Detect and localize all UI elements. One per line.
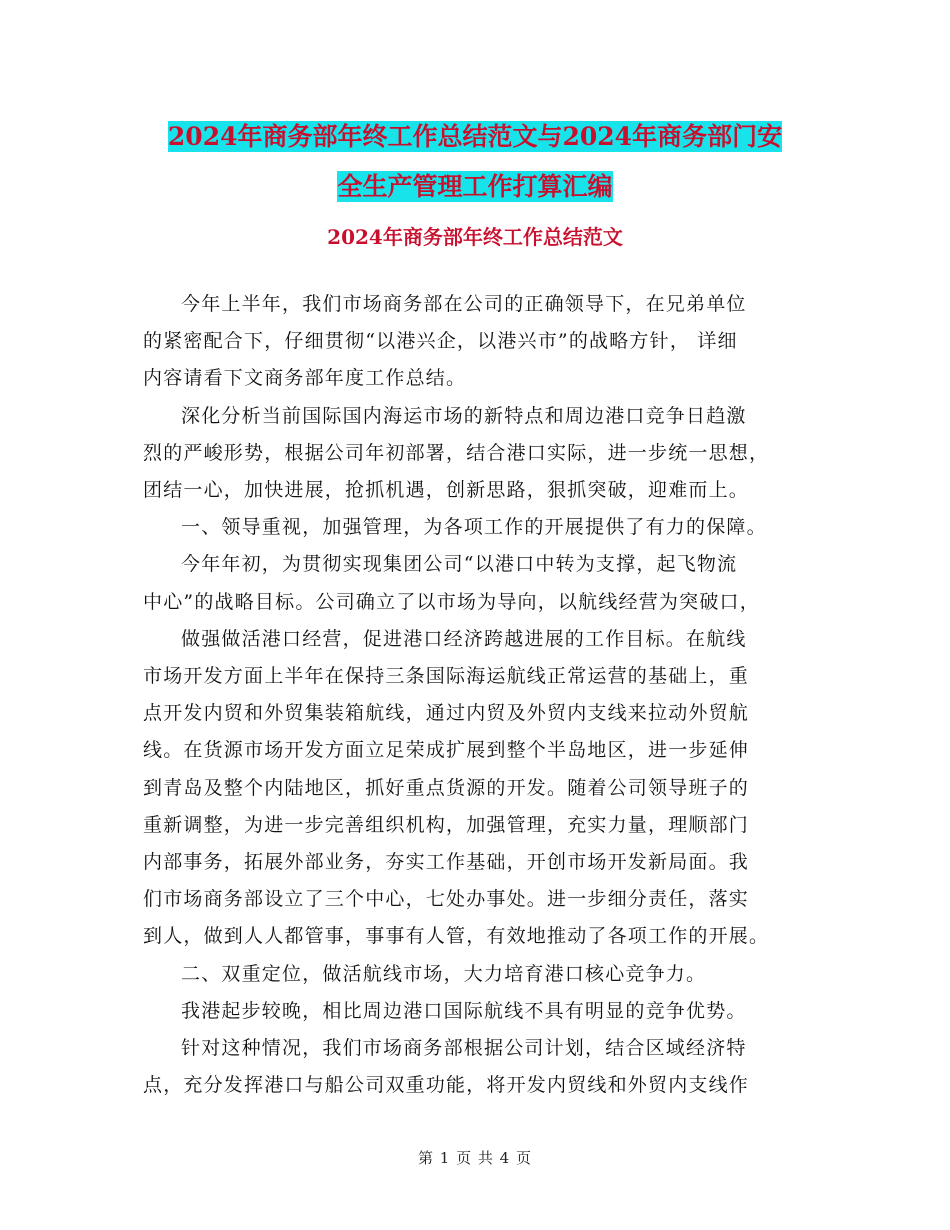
paragraph-line: 今年上半年，我们市场商务部在公司的正确领导下，在兄弟单位 — [181, 293, 747, 315]
paragraph-line: 我港起步较晚，相比周边港口国际航线不具有明显的竞争优势。 — [181, 999, 747, 1022]
paragraph-line: 针对这种情况，我们市场商务部根据公司计划，结合区域经济特 — [181, 1037, 747, 1060]
page-footer: 第 1 页 共 4 页 — [418, 1149, 532, 1167]
section-title: 2024年商务部年终工作总结范文 — [327, 225, 623, 249]
paragraph-line: 今年年初，为贯彻实现集团公司“以港口中转为支撑，起飞物流 — [181, 553, 738, 576]
paragraph-line: 做强做活港口经营，促进港口经济跨越进展的工作目标。在航线 — [181, 627, 747, 650]
paragraph-line: 点，充分发挥港口与船公司双重功能，将开发内贸线和外贸内支线作 — [143, 1074, 750, 1097]
paragraph-line: 线。在货源市场开发方面立足荣成扩展到整个半岛地区，进一步延伸 — [143, 739, 750, 762]
paragraph-line: 团结一心，加快进展，抢抓机遇，创新思路，狠抓突破，迎难而上。 — [143, 479, 750, 502]
paragraph-line: 重新调整，为进一步完善组织机构，加强管理，充实力量，理顺部门 — [143, 813, 750, 836]
paragraph-line: 二、双重定位，做活航线市场，大力培育港口核心竞争力。 — [181, 962, 707, 985]
paragraph-line: 市场开发方面上半年在保持三条国际海运航线正常运营的基础上，重 — [143, 665, 750, 688]
body-text — [143, 286, 811, 1104]
paragraph-line: 中心”的战略目标。公司确立了以市场为导向，以航线经营为突破口， — [143, 590, 760, 613]
paragraph-line: 到人，做到人人都管事，事事有人管，有效地推动了各项工作的开展。 — [143, 925, 770, 948]
paragraph-line: 的紧密配合下，仔细贯彻“以港兴企，以港兴市”的战略方针， 详细 — [143, 330, 738, 353]
paragraph-line: 内部事务，拓展外部业务，夯实工作基础，开创市场开发新局面。我 — [143, 851, 750, 874]
paragraph-line: 点开发内贸和外贸集装箱航线，通过内贸及外贸内支线来拉动外贸航 — [143, 702, 750, 725]
paragraph-line: 内容请看下文商务部年度工作总结。 — [143, 367, 467, 390]
paragraph-line: 深化分析当前国际国内海运市场的新特点和周边港口竞争日趋激 — [181, 404, 747, 427]
paragraph-line: 烈的严峻形势，根据公司年初部署，结合港口实际，进一步统一思想， — [143, 441, 770, 464]
document-title — [0, 112, 950, 212]
paragraph-line: 们市场商务部设立了三个中心，七处办事处。进一步细分责任，落实 — [143, 888, 750, 911]
paragraph-line: 一、领导重视，加强管理，为各项工作的开展提供了有力的保障。 — [181, 516, 767, 539]
document-title-line-1: 2024年商务部年终工作总结范文与2024年商务部门安 — [167, 122, 783, 151]
document-title-line-2: 全生产管理工作打算汇编 — [337, 172, 613, 201]
paragraph-line: 到青岛及整个内陆地区，抓好重点货源的开发。随着公司领导班子的 — [143, 776, 750, 799]
